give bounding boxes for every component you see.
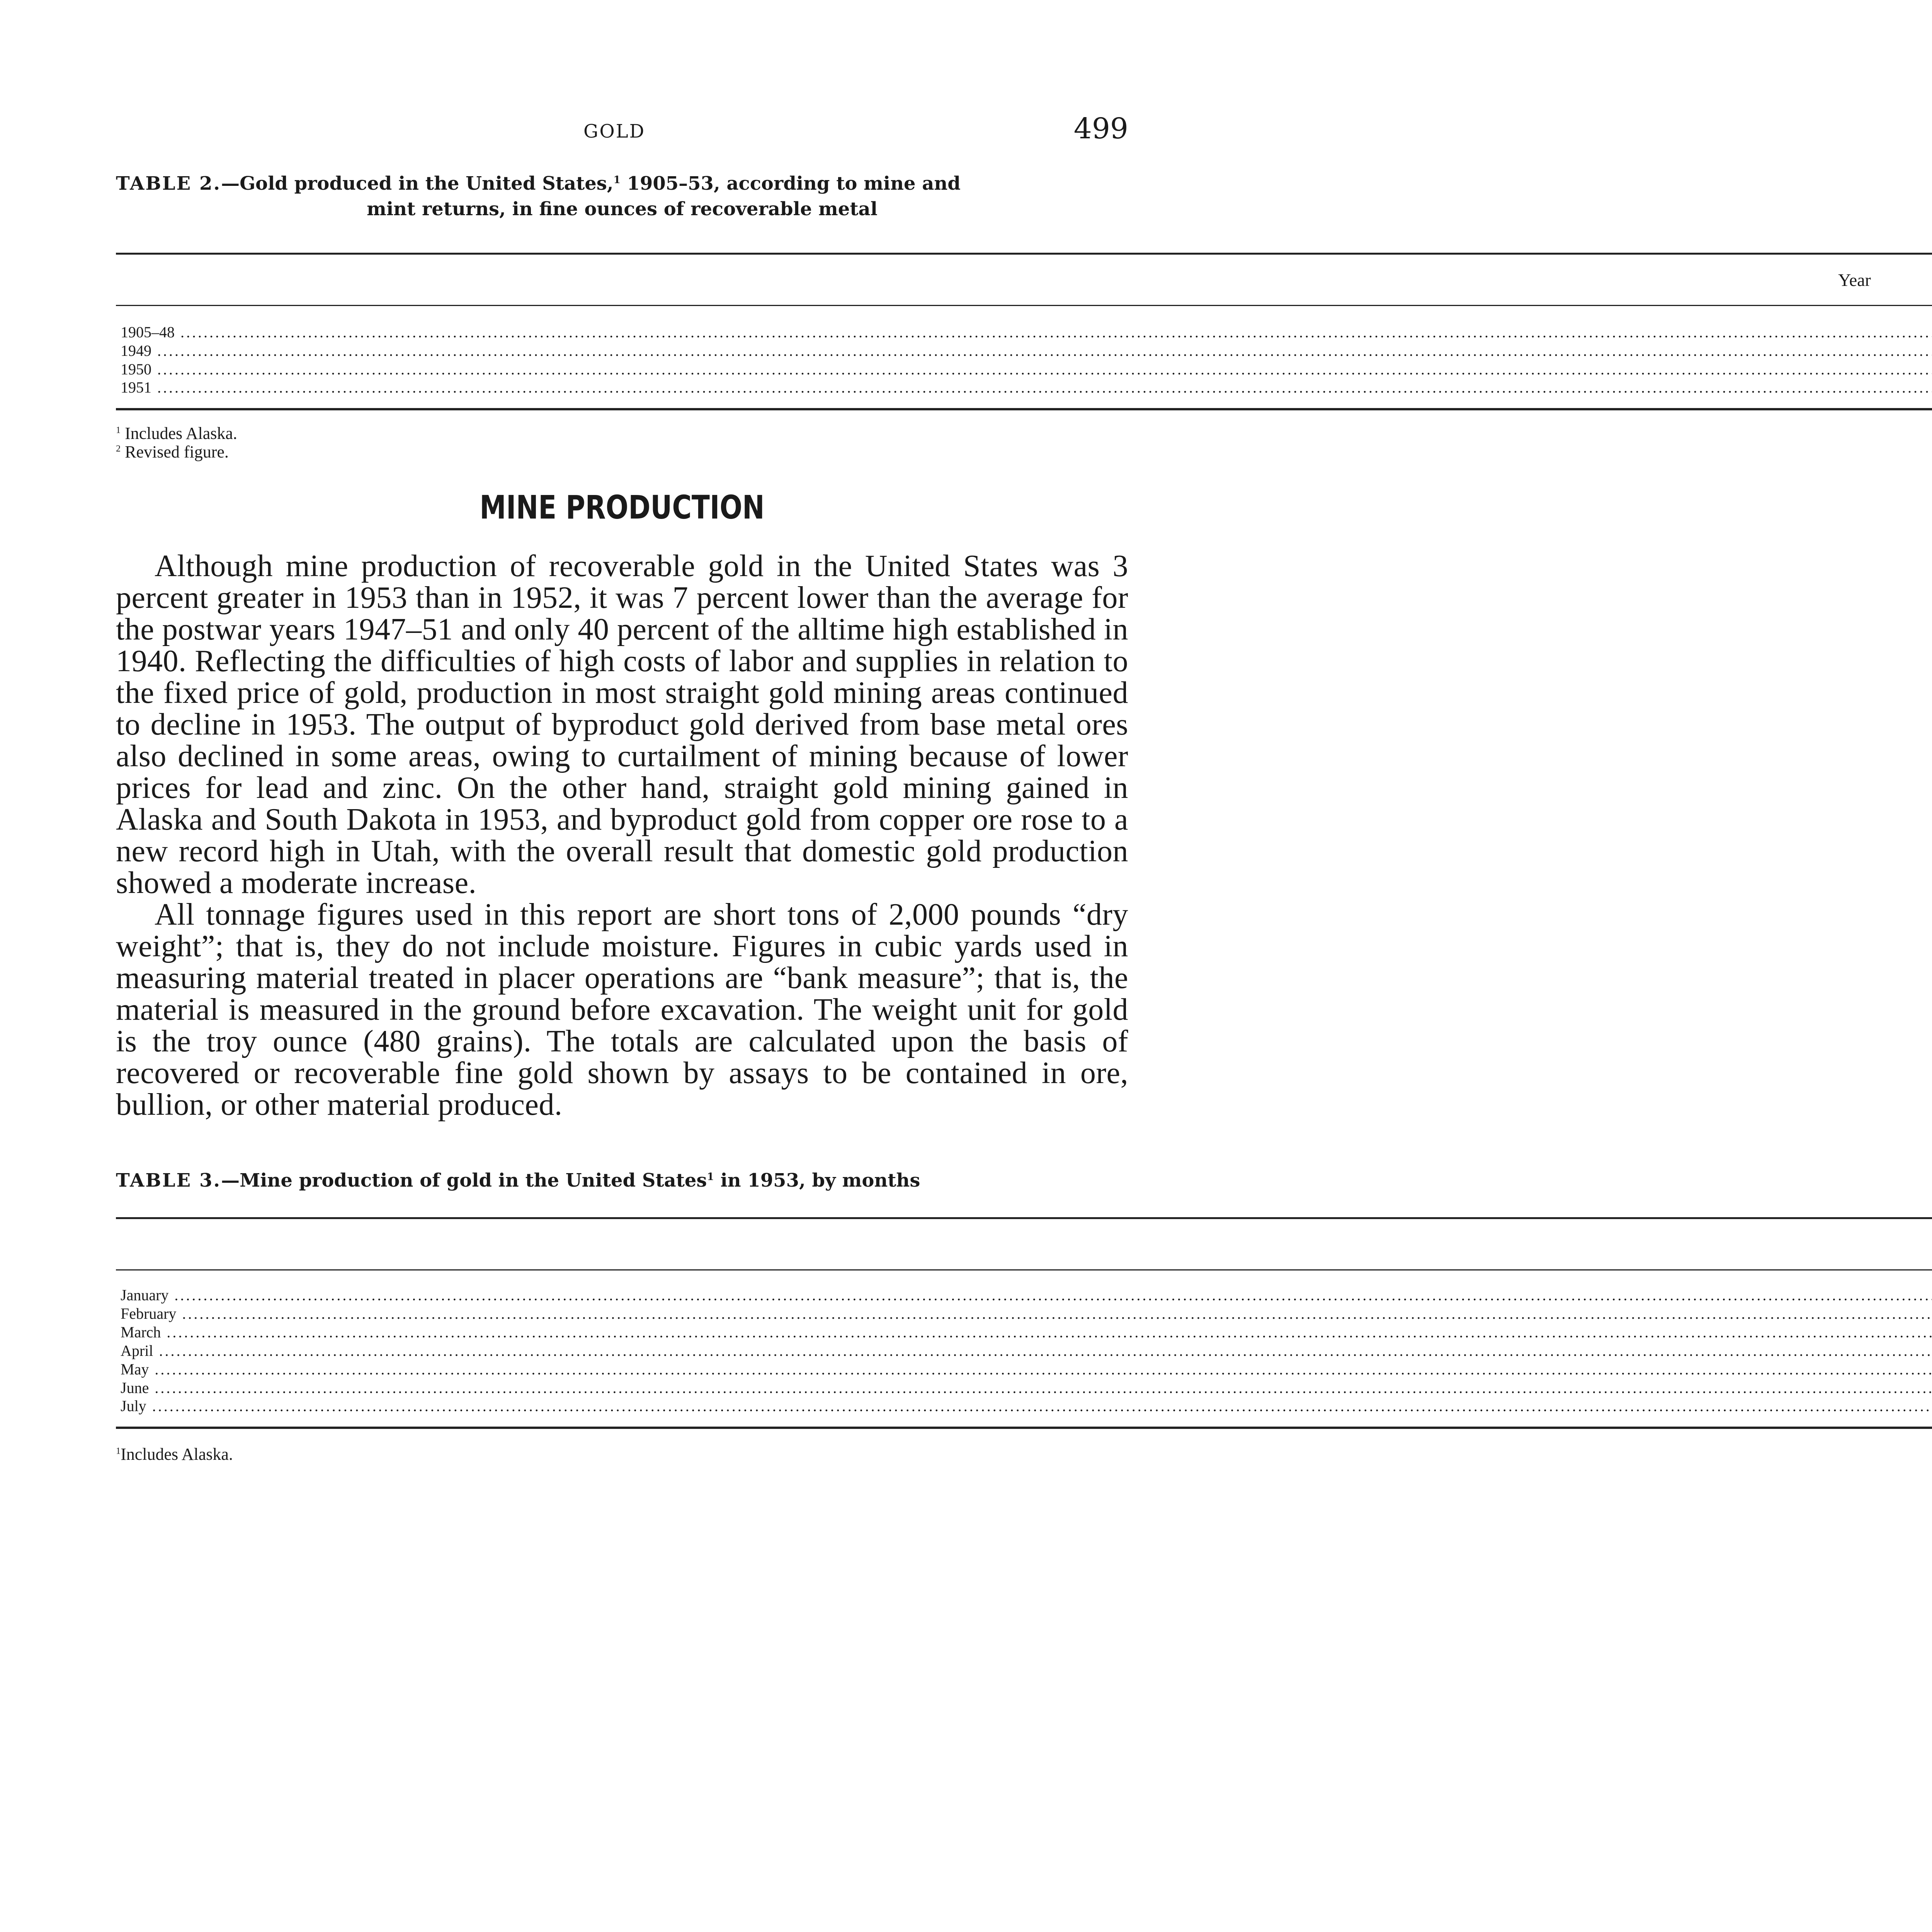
table3-caption <box>116 1168 1128 1193</box>
month-cell: May ..... <box>116 1360 1932 1378</box>
year-cell: 1950 ..... <box>116 360 1932 378</box>
table3-header-row <box>116 1218 1932 1270</box>
table2-footnotes <box>116 424 1128 461</box>
table3-label: TABLE 3. <box>116 1170 221 1191</box>
table3-row <box>116 1360 1932 1378</box>
table2-row <box>116 378 1932 409</box>
table2-row <box>116 360 1932 378</box>
table3-title-footnote-mark: 1 <box>707 1171 714 1183</box>
running-title: GOLD <box>583 121 646 142</box>
month-cell: June ..... <box>116 1378 1932 1397</box>
page <box>116 112 1871 1464</box>
year-cell: 1905–48 ..... <box>116 306 1932 342</box>
table2-label: TABLE 2. <box>116 173 221 194</box>
table3-row <box>116 1397 1932 1428</box>
table2-row <box>116 341 1932 360</box>
body-text <box>116 550 1128 1121</box>
year-cell: 1949 ..... <box>116 341 1932 360</box>
table3-row <box>116 1270 1932 1304</box>
paragraph: All tonnage figures used in this report are short tons of 2,000 pounds “dry weight”; that is, they do not include moisture. Figures in cubic yards used in measuring material treated in placer operations are “bank measure”; that is, the material is measured in the ground before excavation. The weight unit for gold is the troy ounce (480 grains). The totals are calculated upon the basis of recovered or recoverable fine gold shown by assays to be contained in ore, bullion, or other material produced. <box>116 898 1128 1122</box>
table2-row <box>116 306 1932 342</box>
table2-caption <box>116 171 1128 222</box>
running-header <box>116 112 1128 151</box>
month-cell: July ..... <box>116 1397 1932 1428</box>
table2-title-line1-end: 1905–53, according to mine and <box>620 173 961 194</box>
table3-row <box>116 1378 1932 1397</box>
table3-row <box>116 1304 1932 1323</box>
table2-title-line2: mint returns, in fine ounces of recoverable metal <box>367 198 878 220</box>
table2 <box>116 253 1932 410</box>
table2-title-line1: —Gold produced in the United States, <box>221 173 614 194</box>
table3-footnote: $^1$Includes Alaska. <box>116 1445 233 1464</box>
section-heading: MINE PRODUCTION <box>480 488 765 526</box>
table3 <box>116 1217 1932 1429</box>
month-cell: January ..... <box>116 1270 1932 1304</box>
table3-row <box>116 1323 1932 1341</box>
year-cell: 1951 ..... <box>116 378 1932 409</box>
month-cell: April ..... <box>116 1341 1932 1360</box>
month-cell: February ..... <box>116 1304 1932 1323</box>
table3-title-end: in 1953, by months <box>714 1170 920 1191</box>
paragraph: Although mine production of recoverable gold in the United States was 3 percent greater in 1953 than in 1952, it was 7 percent lower than the average for the postwar years 1947–51 and only 40 percent of the alltime high established in 1940. Reflecting the difficulties of high costs of labor and supplies in relation to the fixed price of gold, production in most straight gold mining areas continued to decline in 1953. The output of byproduct gold derived from base metal ores also declined in some areas, owing to curtailment of mining because of lower prices for lead and zinc. On the other hand, straight gold mining gained in Alaska and South Dakota in 1953, and byproduct gold from copper ore rose to a new record high in Utah, with the overall result that domestic gold production showed a moderate increase. <box>116 549 1128 900</box>
table3-row <box>116 1341 1932 1360</box>
table2-header-row <box>116 254 1932 306</box>
table3-title: —Mine production of gold in the United States <box>221 1170 707 1191</box>
footnote: $^2$ Revised figure. <box>116 442 229 461</box>
table2-title-footnote-mark: 1 <box>613 174 621 186</box>
page-number: 499 <box>1073 112 1128 145</box>
footnote: $^1$ Includes Alaska. <box>116 424 237 443</box>
month-cell: March ..... <box>116 1323 1932 1341</box>
table2-col-year: Year <box>116 254 1932 306</box>
